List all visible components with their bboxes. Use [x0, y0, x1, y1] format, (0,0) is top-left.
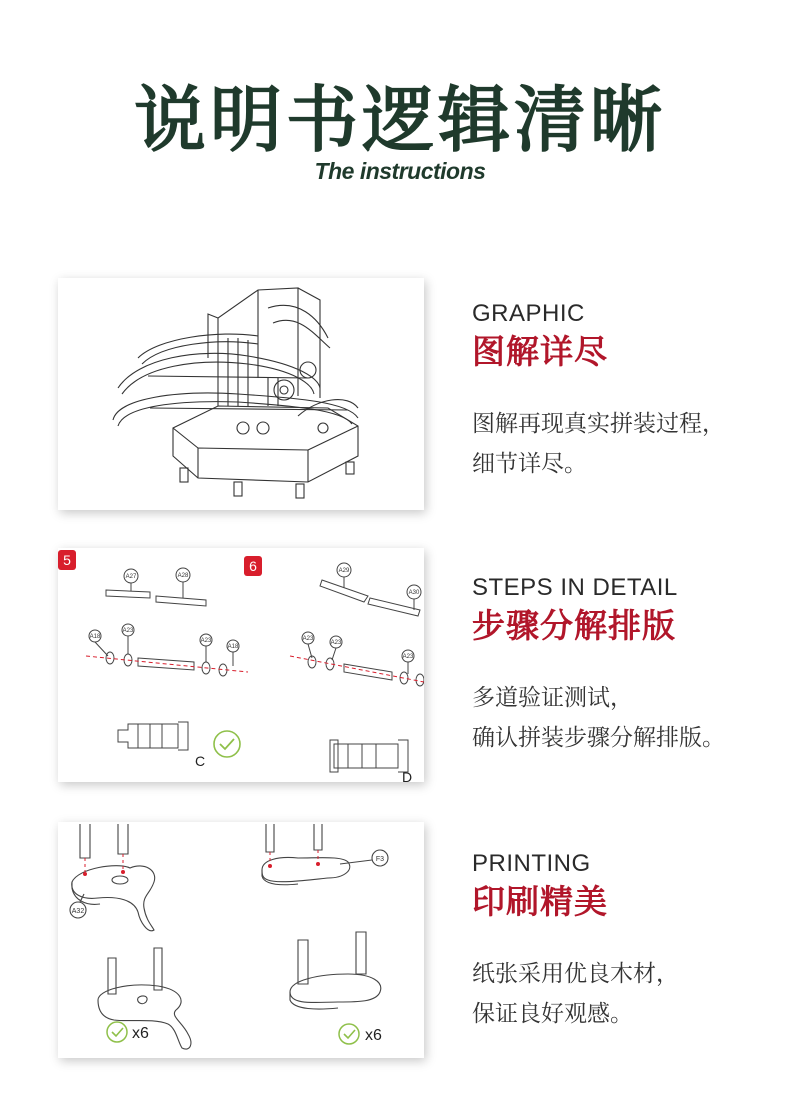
graphic-illustration-card [58, 278, 424, 510]
assembly-letter: D [402, 769, 413, 782]
marble-run-illustration [58, 278, 424, 510]
section-eyebrow: PRINTING [472, 850, 591, 877]
section-heading: 印刷精美 [472, 882, 608, 921]
part-label: A18 [227, 644, 239, 650]
part-label: A23 [122, 628, 134, 634]
part-label: A30 [408, 590, 420, 596]
check-icon [214, 731, 240, 757]
page-subtitle: The instructions [314, 158, 486, 184]
page-title: 说明书逻辑清晰 [133, 78, 666, 162]
section-heading: 图解详尽 [472, 332, 608, 371]
section-body-line: 多道验证测试， [472, 685, 633, 711]
section-body-line: 细节详尽。 [472, 451, 587, 477]
check-icon [339, 1024, 359, 1044]
quantity-label: x6 [132, 1025, 149, 1042]
steps-illustration-card [58, 548, 424, 782]
graphic-section [472, 300, 792, 484]
part-label: A28 [177, 573, 189, 579]
section-body [472, 954, 792, 1034]
part-label: A23 [200, 638, 212, 644]
assembly-letter: C [195, 753, 206, 769]
printing-illustration-card [58, 822, 424, 1058]
part-label: A23 [402, 654, 414, 660]
part-label: A23 [302, 636, 314, 642]
part-label: A18 [89, 634, 101, 640]
section-heading: 步骤分解排版 [472, 606, 676, 645]
printing-section [472, 850, 792, 1034]
step-number: 6 [249, 558, 257, 574]
printing-diagram [58, 822, 424, 1058]
section-body-line: 图解再现真实拼装过程， [472, 411, 725, 437]
part-label: F3 [375, 856, 385, 863]
section-body [472, 404, 792, 484]
part-label: A23 [330, 640, 342, 646]
section-body-line: 保证良好观感。 [472, 1001, 633, 1027]
quantity-label: x6 [365, 1027, 382, 1044]
section-body-line: 纸张采用优良木材， [472, 961, 679, 987]
steps-diagram [58, 548, 424, 782]
check-icon [107, 1022, 127, 1042]
section-eyebrow: GRAPHIC [472, 300, 585, 327]
part-label: A32 [71, 908, 85, 915]
part-label: A27 [125, 574, 137, 580]
step-number: 5 [63, 552, 71, 568]
section-body [472, 678, 792, 758]
steps-section [472, 574, 792, 758]
part-label: A29 [338, 568, 350, 574]
section-body-line: 确认拼装步骤分解排版。 [472, 725, 725, 751]
section-eyebrow: STEPS IN DETAIL [472, 574, 678, 601]
subtitle-wrap [0, 158, 800, 185]
